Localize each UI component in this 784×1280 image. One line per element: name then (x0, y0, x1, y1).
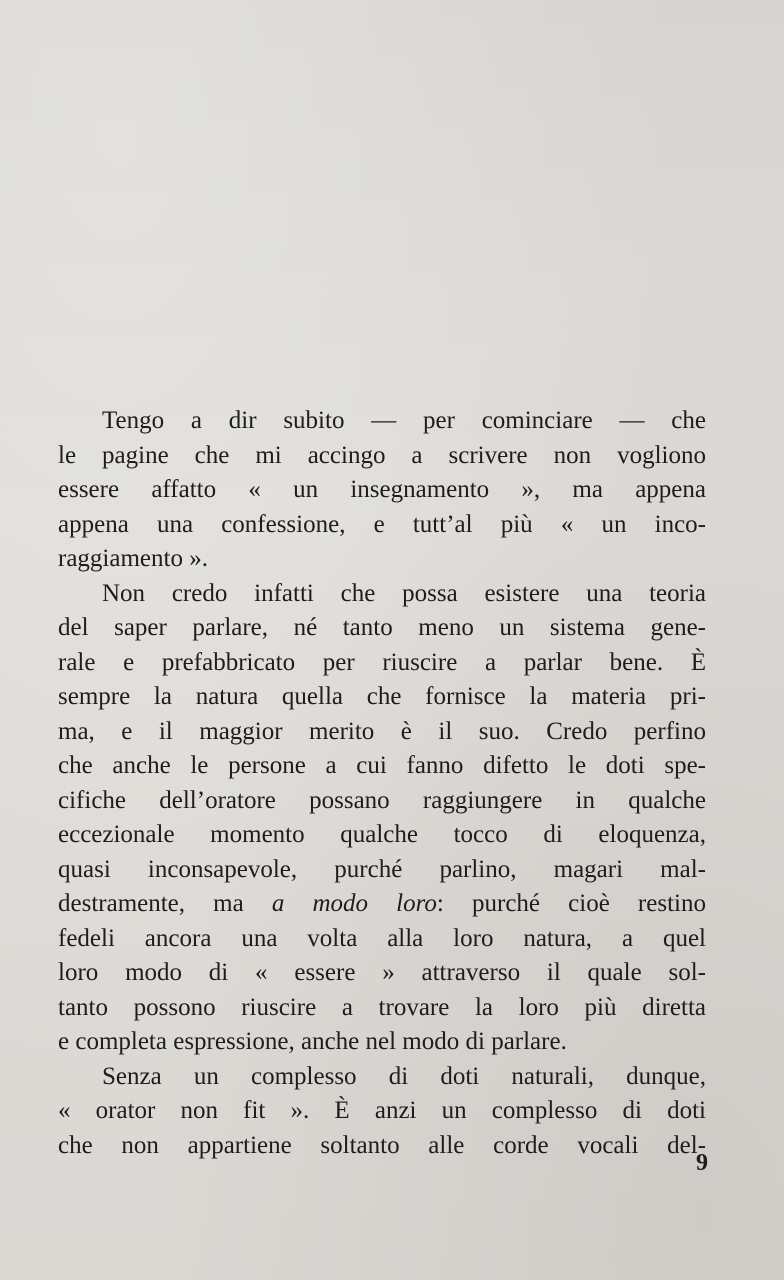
text-line: cifiche dell’oratore possano raggiungere in qualche (58, 786, 706, 814)
text-line: essere affatto « un insegnamento », ma appena (58, 476, 706, 503)
text-line: le pagine che mi accingo a scrivere non vogliono (58, 441, 706, 469)
text-line: che non appartiene soltanto alle corde vocali del- (58, 1131, 706, 1159)
text-line: loro modo di « essere » attraverso il quale sol- (58, 959, 706, 986)
text-line: appena una confessione, e tutt’al più « un inco- (58, 510, 706, 538)
text-line-with-italic (58, 887, 706, 922)
text-line: ma, e il maggior merito è il suo. Credo perfino (58, 717, 706, 745)
text-line: sempre la natura quella che fornisce la materia pri- (58, 683, 706, 710)
text-line: quasi inconsapevole, purché parlino, magari mal- (58, 855, 706, 883)
text-line: e completa espressione, anche nel modo di parlare. (58, 1028, 567, 1055)
text-line: Senza un complesso di doti naturali, dunque, (102, 1062, 706, 1090)
body-text (58, 404, 706, 1163)
text-line: Non credo infatti che possa esistere una teoria (102, 579, 706, 607)
text-line: Tengo a dir subito — per cominciare — che (102, 407, 706, 434)
text-line: raggiamento ». (58, 545, 208, 572)
text-line: fedeli ancora una volta alla loro natura, a quel (58, 924, 706, 952)
text-line: « orator non fit ». È anzi un complesso di doti (58, 1097, 706, 1124)
page-number: 9 (696, 1150, 708, 1176)
text-line: tanto possono riuscire a trovare la loro più diretta (58, 993, 706, 1021)
italic-phrase: a modo loro (271, 890, 437, 917)
text-line: del saper parlare, né tanto meno un sistema gene- (58, 614, 706, 641)
text-line: eccezionale momento qualche tocco di eloquenza, (58, 821, 706, 848)
text-line: che anche le persone a cui fanno difetto le doti spe- (58, 752, 706, 779)
text-segment: : purché cioè restino (436, 890, 706, 917)
text-segment: destramente, ma (58, 890, 272, 917)
text-line: rale e prefabbricato per riuscire a parlar bene. È (58, 648, 706, 676)
